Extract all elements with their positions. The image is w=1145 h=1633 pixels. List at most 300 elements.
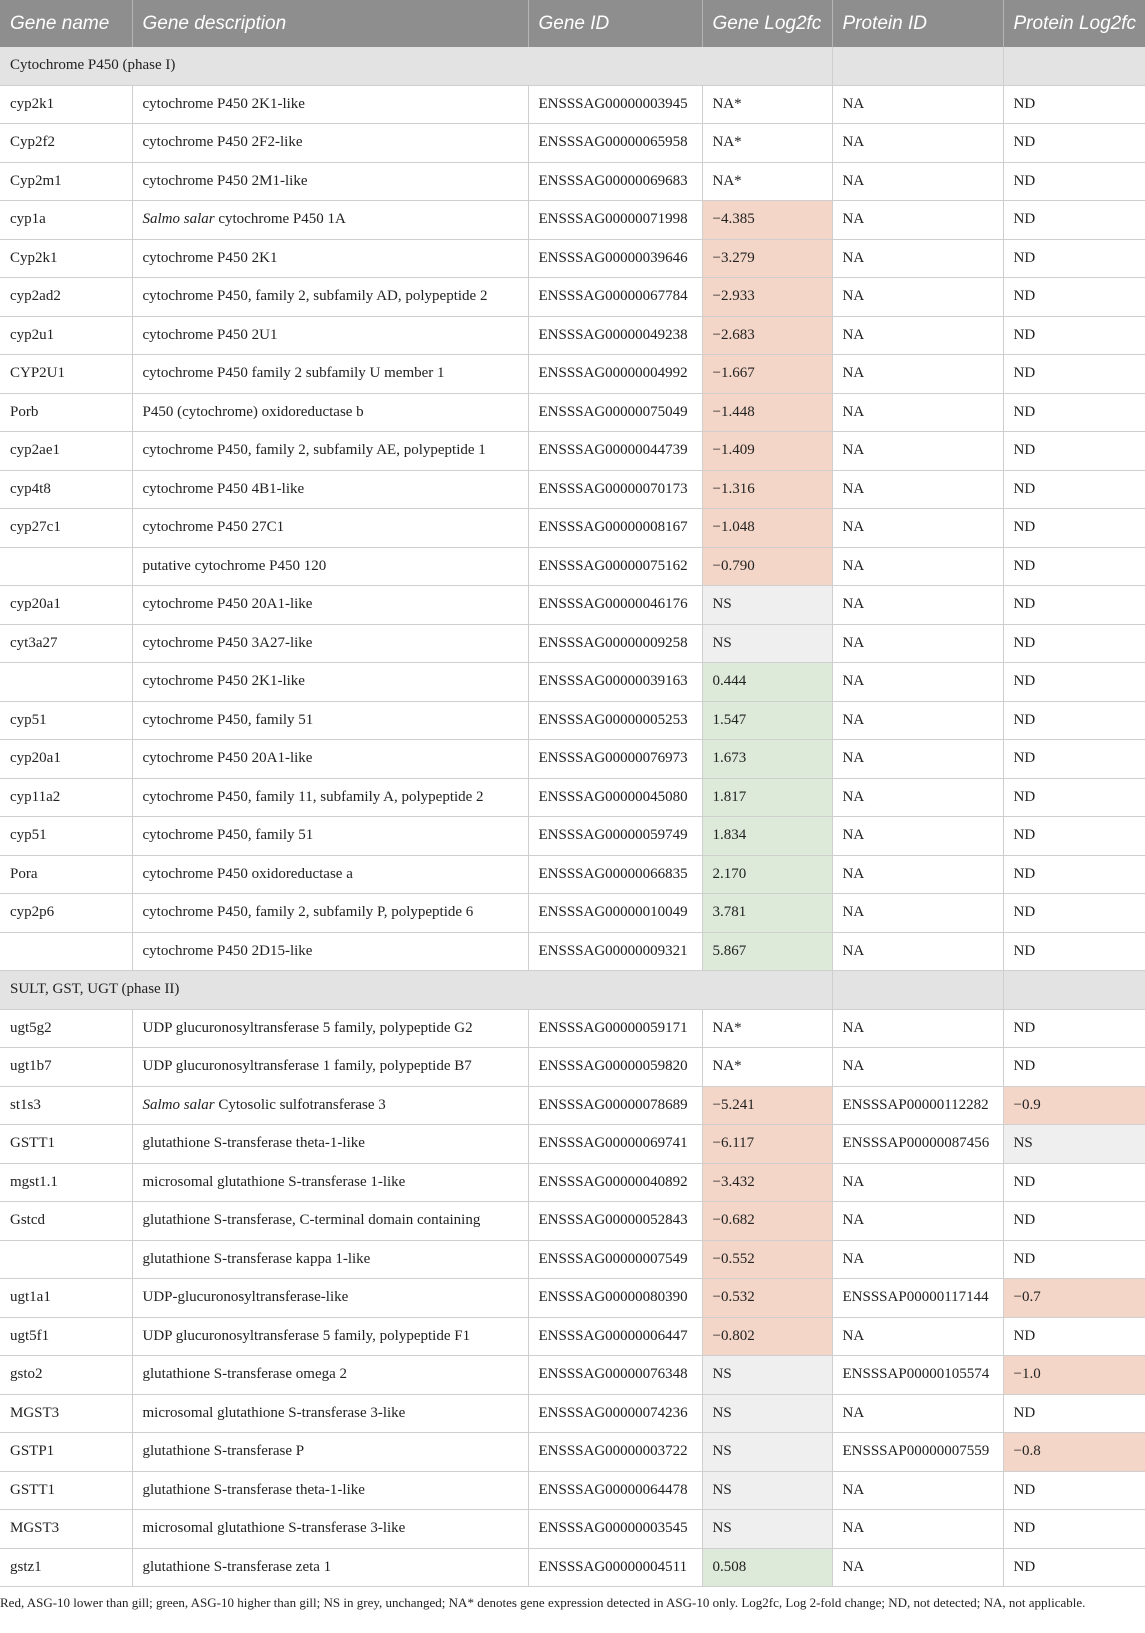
- gene-name-cell: MGST3: [0, 1510, 132, 1549]
- gene-id-cell: ENSSSAG00000009321: [528, 932, 702, 971]
- protein-log2fc-cell: ND: [1003, 1510, 1145, 1549]
- table-row: [0, 740, 1145, 779]
- gene-id-cell: ENSSSAG00000045080: [528, 778, 702, 817]
- protein-log2fc-cell: ND: [1003, 701, 1145, 740]
- protein-log2fc-cell: −0.8: [1003, 1433, 1145, 1472]
- gene-log2fc-cell: −4.385: [702, 201, 832, 240]
- gene-description-cell: [132, 547, 528, 586]
- protein-id-cell: NA: [832, 162, 1003, 201]
- table-row: [0, 778, 1145, 817]
- gene-description-text: glutathione S-transferase theta-1-like: [142, 1481, 365, 1498]
- gene-name-cell: Pora: [0, 855, 132, 894]
- gene-description-text: cytochrome P450 4B1-like: [142, 480, 305, 497]
- protein-id-cell: NA: [832, 1202, 1003, 1241]
- gene-name-cell: ugt1b7: [0, 1048, 132, 1087]
- gene-description-text: UDP glucuronosyltransferase 1 family, polypeptide B7: [142, 1058, 472, 1075]
- protein-log2fc-cell: ND: [1003, 932, 1145, 971]
- gene-id-cell: ENSSSAG00000003722: [528, 1433, 702, 1472]
- gene-log2fc-cell: −6.117: [702, 1125, 832, 1164]
- protein-id-cell: NA: [832, 778, 1003, 817]
- protein-id-cell: NA: [832, 470, 1003, 509]
- gene-description-cell: [132, 778, 528, 817]
- protein-id-cell: NA: [832, 124, 1003, 163]
- gene-description-cell: [132, 1048, 528, 1087]
- gene-log2fc-cell: 1.817: [702, 778, 832, 817]
- gene-description-text: cytochrome P450 2K1-like: [142, 673, 305, 690]
- gene-id-cell: ENSSSAG00000069741: [528, 1125, 702, 1164]
- gene-name-cell: Gstcd: [0, 1202, 132, 1241]
- protein-log2fc-cell: ND: [1003, 624, 1145, 663]
- table-row: [0, 701, 1145, 740]
- section-header-row: [0, 971, 1145, 1010]
- gene-description-cell: [132, 1356, 528, 1395]
- gene-id-cell: ENSSSAG00000076973: [528, 740, 702, 779]
- protein-log2fc-cell: ND: [1003, 547, 1145, 586]
- protein-id-cell: NA: [832, 855, 1003, 894]
- protein-log2fc-cell: NS: [1003, 1125, 1145, 1164]
- gene-name-cell: cyp2p6: [0, 894, 132, 933]
- gene-description-cell: [132, 1471, 528, 1510]
- protein-id-cell: NA: [832, 316, 1003, 355]
- gene-log2fc-cell: NA*: [702, 124, 832, 163]
- table-row: [0, 278, 1145, 317]
- protein-id-cell: NA: [832, 509, 1003, 548]
- protein-id-cell: ENSSSAP00000087456: [832, 1125, 1003, 1164]
- gene-id-cell: ENSSSAG00000069683: [528, 162, 702, 201]
- gene-log2fc-cell: −0.682: [702, 1202, 832, 1241]
- gene-description-cell: [132, 355, 528, 394]
- gene-log2fc-cell: NA*: [702, 85, 832, 124]
- gene-description-text: glutathione S-transferase theta-1-like: [142, 1135, 365, 1152]
- gene-description-cell: [132, 855, 528, 894]
- section-protein-id-blank: [832, 971, 1003, 1010]
- protein-id-cell: NA: [832, 586, 1003, 625]
- table-row: [0, 239, 1145, 278]
- gene-log2fc-cell: −2.683: [702, 316, 832, 355]
- gene-log2fc-cell: 3.781: [702, 894, 832, 933]
- protein-log2fc-cell: ND: [1003, 1048, 1145, 1087]
- table-row: [0, 393, 1145, 432]
- protein-id-cell: NA: [832, 1548, 1003, 1587]
- header-protein-log2fc: Protein Log2fc: [1003, 0, 1145, 47]
- protein-log2fc-cell: ND: [1003, 740, 1145, 779]
- protein-log2fc-cell: ND: [1003, 355, 1145, 394]
- gene-description-text: UDP glucuronosyltransferase 5 family, polypeptide G2: [142, 1019, 473, 1036]
- gene-description-text: microsomal glutathione S-transferase 3-like: [142, 1404, 406, 1421]
- gene-name-cell: Cyp2f2: [0, 124, 132, 163]
- gene-log2fc-cell: −1.667: [702, 355, 832, 394]
- section-protein-log2fc-blank: [1003, 47, 1145, 85]
- gene-name-cell: cyp51: [0, 701, 132, 740]
- gene-description-text: cytochrome P450, family 2, subfamily P, polypeptide 6: [142, 904, 474, 921]
- gene-log2fc-cell: NS: [702, 1394, 832, 1433]
- gene-description-cell: [132, 201, 528, 240]
- gene-name-cell: Cyp2k1: [0, 239, 132, 278]
- gene-description-text: glutathione S-transferase zeta 1: [142, 1558, 332, 1575]
- gene-id-cell: ENSSSAG00000075049: [528, 393, 702, 432]
- gene-description-cell: [132, 740, 528, 779]
- gene-id-cell: ENSSSAG00000040892: [528, 1163, 702, 1202]
- gene-id-cell: ENSSSAG00000008167: [528, 509, 702, 548]
- gene-id-cell: ENSSSAG00000071998: [528, 201, 702, 240]
- gene-description-text: cytochrome P450 20A1-like: [142, 596, 313, 613]
- gene-description-text: putative cytochrome P450 120: [142, 557, 327, 574]
- protein-id-cell: NA: [832, 1009, 1003, 1048]
- gene-name-cell: gstz1: [0, 1548, 132, 1587]
- gene-description-cell: [132, 1433, 528, 1472]
- gene-name-cell: cyt3a27: [0, 624, 132, 663]
- protein-id-cell: NA: [832, 932, 1003, 971]
- gene-description-cell: [132, 85, 528, 124]
- protein-log2fc-cell: ND: [1003, 85, 1145, 124]
- protein-log2fc-cell: ND: [1003, 278, 1145, 317]
- protein-id-cell: NA: [832, 1471, 1003, 1510]
- gene-log2fc-cell: NS: [702, 1510, 832, 1549]
- gene-id-cell: ENSSSAG00000067784: [528, 278, 702, 317]
- section-header-row: [0, 47, 1145, 85]
- gene-log2fc-cell: NS: [702, 1433, 832, 1472]
- gene-description-cell: [132, 509, 528, 548]
- table-row: [0, 932, 1145, 971]
- gene-description-cell: [132, 663, 528, 702]
- header-gene-description: Gene description: [132, 0, 528, 47]
- gene-description-cell: [132, 817, 528, 856]
- protein-id-cell: ENSSSAP00000007559: [832, 1433, 1003, 1472]
- gene-id-cell: ENSSSAG00000059820: [528, 1048, 702, 1087]
- gene-name-cell: st1s3: [0, 1086, 132, 1125]
- table-row: [0, 1048, 1145, 1087]
- gene-log2fc-cell: −3.432: [702, 1163, 832, 1202]
- protein-id-cell: NA: [832, 1317, 1003, 1356]
- gene-description-text: cytochrome P450 2K1-like: [142, 95, 305, 112]
- protein-log2fc-cell: ND: [1003, 778, 1145, 817]
- protein-log2fc-cell: ND: [1003, 855, 1145, 894]
- gene-name-cell: GSTT1: [0, 1125, 132, 1164]
- species-name: Salmo salar: [142, 1096, 215, 1113]
- table-row: [0, 1356, 1145, 1395]
- table-row: [0, 85, 1145, 124]
- protein-id-cell: ENSSSAP00000117144: [832, 1279, 1003, 1318]
- gene-description-cell: [132, 1394, 528, 1433]
- protein-log2fc-cell: ND: [1003, 162, 1145, 201]
- gene-id-cell: ENSSSAG00000080390: [528, 1279, 702, 1318]
- protein-log2fc-cell: ND: [1003, 1548, 1145, 1587]
- gene-name-cell: cyp2u1: [0, 316, 132, 355]
- table-row: [0, 509, 1145, 548]
- table-row: [0, 1317, 1145, 1356]
- gene-description-text: cytochrome P450 1A: [214, 211, 346, 228]
- gene-name-cell: mgst1.1: [0, 1163, 132, 1202]
- gene-id-cell: ENSSSAG00000052843: [528, 1202, 702, 1241]
- gene-description-cell: [132, 1548, 528, 1587]
- protein-id-cell: NA: [832, 1240, 1003, 1279]
- table-row: [0, 1279, 1145, 1318]
- gene-id-cell: ENSSSAG00000070173: [528, 470, 702, 509]
- gene-description-cell: [132, 316, 528, 355]
- gene-log2fc-cell: −0.532: [702, 1279, 832, 1318]
- gene-description-text: microsomal glutathione S-transferase 3-like: [142, 1520, 406, 1537]
- protein-id-cell: NA: [832, 1048, 1003, 1087]
- gene-log2fc-cell: −0.552: [702, 1240, 832, 1279]
- gene-description-cell: [132, 1163, 528, 1202]
- protein-log2fc-cell: −1.0: [1003, 1356, 1145, 1395]
- header-row: [0, 0, 1145, 47]
- protein-id-cell: NA: [832, 239, 1003, 278]
- gene-log2fc-cell: 1.547: [702, 701, 832, 740]
- protein-log2fc-cell: ND: [1003, 1394, 1145, 1433]
- gene-description-cell: [132, 393, 528, 432]
- gene-description-text: cytochrome P450 family 2 subfamily U member 1: [142, 365, 445, 382]
- gene-id-cell: ENSSSAG00000064478: [528, 1471, 702, 1510]
- gene-id-cell: ENSSSAG00000044739: [528, 432, 702, 471]
- protein-log2fc-cell: ND: [1003, 663, 1145, 702]
- gene-id-cell: ENSSSAG00000076348: [528, 1356, 702, 1395]
- gene-description-text: glutathione S-transferase P: [142, 1443, 305, 1460]
- gene-description-cell: [132, 1317, 528, 1356]
- gene-name-cell: GSTT1: [0, 1471, 132, 1510]
- gene-description-text: UDP glucuronosyltransferase 5 family, polypeptide F1: [142, 1327, 471, 1344]
- gene-description-text: glutathione S-transferase kappa 1-like: [142, 1250, 371, 1267]
- gene-id-cell: ENSSSAG00000003545: [528, 1510, 702, 1549]
- gene-description-cell: [132, 470, 528, 509]
- gene-description-cell: [132, 278, 528, 317]
- gene-description-text: cytochrome P450 2F2-like: [142, 134, 303, 151]
- gene-log2fc-cell: 0.444: [702, 663, 832, 702]
- gene-id-cell: ENSSSAG00000039163: [528, 663, 702, 702]
- gene-log2fc-cell: −3.279: [702, 239, 832, 278]
- table-row: [0, 1240, 1145, 1279]
- table-row: [0, 162, 1145, 201]
- protein-id-cell: ENSSSAP00000105574: [832, 1356, 1003, 1395]
- gene-log2fc-cell: 0.508: [702, 1548, 832, 1587]
- gene-name-cell: cyp2ae1: [0, 432, 132, 471]
- protein-log2fc-cell: ND: [1003, 1471, 1145, 1510]
- gene-description-cell: [132, 432, 528, 471]
- gene-name-cell: ugt1a1: [0, 1279, 132, 1318]
- gene-description-text: cytochrome P450, family 2, subfamily AD, polypeptide 2: [142, 288, 488, 305]
- gene-log2fc-cell: 1.834: [702, 817, 832, 856]
- gene-log2fc-cell: −2.933: [702, 278, 832, 317]
- table-row: [0, 1202, 1145, 1241]
- section-title: Cytochrome P450 (phase I): [0, 47, 832, 85]
- section-protein-id-blank: [832, 47, 1003, 85]
- gene-name-cell: MGST3: [0, 1394, 132, 1433]
- gene-log2fc-cell: −0.802: [702, 1317, 832, 1356]
- gene-description-text: cytochrome P450 2K1: [142, 249, 278, 266]
- section-protein-log2fc-blank: [1003, 971, 1145, 1010]
- gene-id-cell: ENSSSAG00000010049: [528, 894, 702, 933]
- table-row: [0, 817, 1145, 856]
- protein-id-cell: NA: [832, 393, 1003, 432]
- gene-name-cell: Cyp2m1: [0, 162, 132, 201]
- gene-name-cell: GSTP1: [0, 1433, 132, 1472]
- protein-log2fc-cell: ND: [1003, 1009, 1145, 1048]
- gene-description-text: cytochrome P450 3A27-like: [142, 634, 313, 651]
- gene-description-text: cytochrome P450 2D15-like: [142, 942, 313, 959]
- table-row: [0, 124, 1145, 163]
- table-row: [0, 1433, 1145, 1472]
- protein-id-cell: NA: [832, 278, 1003, 317]
- gene-id-cell: ENSSSAG00000049238: [528, 316, 702, 355]
- gene-description-text: cytochrome P450 2M1-like: [142, 172, 308, 189]
- gene-log2fc-cell: −1.316: [702, 470, 832, 509]
- protein-id-cell: NA: [832, 201, 1003, 240]
- protein-id-cell: NA: [832, 701, 1003, 740]
- gene-name-cell: [0, 663, 132, 702]
- gene-id-cell: ENSSSAG00000059171: [528, 1009, 702, 1048]
- table-row: [0, 586, 1145, 625]
- protein-log2fc-cell: −0.7: [1003, 1279, 1145, 1318]
- gene-description-text: glutathione S-transferase, C-terminal domain containing: [142, 1212, 481, 1229]
- gene-description-text: cytochrome P450 oxidoreductase a: [142, 865, 353, 882]
- gene-name-cell: gsto2: [0, 1356, 132, 1395]
- table-row: [0, 432, 1145, 471]
- gene-log2fc-cell: NS: [702, 586, 832, 625]
- gene-description-text: glutathione S-transferase omega 2: [142, 1366, 348, 1383]
- gene-description-cell: [132, 239, 528, 278]
- gene-name-cell: cyp2ad2: [0, 278, 132, 317]
- gene-id-cell: ENSSSAG00000007549: [528, 1240, 702, 1279]
- table-row: [0, 1510, 1145, 1549]
- protein-log2fc-cell: ND: [1003, 432, 1145, 471]
- gene-log2fc-cell: NS: [702, 1471, 832, 1510]
- table-row: [0, 1394, 1145, 1433]
- gene-log2fc-cell: −5.241: [702, 1086, 832, 1125]
- gene-description-text: microsomal glutathione S-transferase 1-like: [142, 1173, 406, 1190]
- gene-description-cell: [132, 1510, 528, 1549]
- table-row: [0, 624, 1145, 663]
- header-gene-log2fc: Gene Log2fc: [702, 0, 832, 47]
- gene-name-cell: ugt5f1: [0, 1317, 132, 1356]
- gene-name-cell: cyp4t8: [0, 470, 132, 509]
- table-row: [0, 894, 1145, 933]
- gene-id-cell: ENSSSAG00000075162: [528, 547, 702, 586]
- table-row: [0, 855, 1145, 894]
- gene-description-text: cytochrome P450, family 51: [142, 827, 314, 844]
- gene-description-text: P450 (cytochrome) oxidoreductase b: [142, 403, 364, 420]
- gene-log2fc-cell: 1.673: [702, 740, 832, 779]
- protein-log2fc-cell: ND: [1003, 1317, 1145, 1356]
- gene-description-cell: [132, 1202, 528, 1241]
- protein-id-cell: NA: [832, 894, 1003, 933]
- gene-name-cell: [0, 547, 132, 586]
- gene-log2fc-cell: NA*: [702, 1009, 832, 1048]
- gene-name-cell: cyp20a1: [0, 740, 132, 779]
- protein-log2fc-cell: ND: [1003, 586, 1145, 625]
- gene-id-cell: ENSSSAG00000003945: [528, 85, 702, 124]
- gene-id-cell: ENSSSAG00000006447: [528, 1317, 702, 1356]
- gene-description-text: cytochrome P450 2U1: [142, 326, 278, 343]
- gene-id-cell: ENSSSAG00000039646: [528, 239, 702, 278]
- table-footnote: Red, ASG-10 lower than gill; green, ASG-10 higher than gill; NS in grey, unchanged; NA* denotes gene expression detected in ASG-10 only. Log2fc, Log 2-fold change; ND, not detected; NA, not applicable.: [0, 1595, 1086, 1610]
- protein-log2fc-cell: ND: [1003, 470, 1145, 509]
- protein-log2fc-cell: ND: [1003, 201, 1145, 240]
- gene-name-cell: cyp51: [0, 817, 132, 856]
- table-row: [0, 1125, 1145, 1164]
- header-gene-id: Gene ID: [528, 0, 702, 47]
- gene-name-cell: ugt5g2: [0, 1009, 132, 1048]
- gene-description-cell: [132, 1009, 528, 1048]
- gene-name-cell: cyp20a1: [0, 586, 132, 625]
- gene-id-cell: ENSSSAG00000074236: [528, 1394, 702, 1433]
- table-row: [0, 470, 1145, 509]
- protein-log2fc-cell: ND: [1003, 1202, 1145, 1241]
- gene-log2fc-cell: −0.790: [702, 547, 832, 586]
- gene-name-cell: cyp27c1: [0, 509, 132, 548]
- table-row: [0, 316, 1145, 355]
- gene-log2fc-cell: NS: [702, 624, 832, 663]
- gene-description-cell: [132, 932, 528, 971]
- gene-log2fc-cell: NS: [702, 1356, 832, 1395]
- protein-id-cell: NA: [832, 817, 1003, 856]
- protein-log2fc-cell: ND: [1003, 817, 1145, 856]
- table-row: [0, 355, 1145, 394]
- gene-log2fc-cell: −1.448: [702, 393, 832, 432]
- gene-description-cell: [132, 1125, 528, 1164]
- gene-name-cell: cyp11a2: [0, 778, 132, 817]
- protein-id-cell: NA: [832, 1163, 1003, 1202]
- gene-description-text: cytochrome P450, family 51: [142, 711, 314, 728]
- table-row: [0, 663, 1145, 702]
- gene-description-cell: [132, 701, 528, 740]
- gene-description-text: cytochrome P450 27C1: [142, 519, 285, 536]
- protein-id-cell: NA: [832, 355, 1003, 394]
- table-row: [0, 201, 1145, 240]
- table-row: [0, 1471, 1145, 1510]
- protein-id-cell: NA: [832, 85, 1003, 124]
- protein-log2fc-cell: −0.9: [1003, 1086, 1145, 1125]
- table-row: [0, 547, 1145, 586]
- protein-log2fc-cell: ND: [1003, 1163, 1145, 1202]
- species-name: Salmo salar: [142, 211, 215, 228]
- gene-name-cell: [0, 932, 132, 971]
- header-protein-id: Protein ID: [832, 0, 1003, 47]
- gene-id-cell: ENSSSAG00000009258: [528, 624, 702, 663]
- protein-log2fc-cell: ND: [1003, 1240, 1145, 1279]
- gene-name-cell: CYP2U1: [0, 355, 132, 394]
- protein-id-cell: NA: [832, 663, 1003, 702]
- protein-log2fc-cell: ND: [1003, 239, 1145, 278]
- protein-log2fc-cell: ND: [1003, 393, 1145, 432]
- gene-log2fc-cell: −1.409: [702, 432, 832, 471]
- gene-description-cell: [132, 894, 528, 933]
- gene-description-text: Cytosolic sulfotransferase 3: [214, 1096, 386, 1113]
- gene-name-cell: cyp1a: [0, 201, 132, 240]
- gene-description-text: cytochrome P450, family 11, subfamily A, polypeptide 2: [142, 788, 484, 805]
- gene-description-text: cytochrome P450, family 2, subfamily AE, polypeptide 1: [142, 442, 486, 459]
- protein-log2fc-cell: ND: [1003, 316, 1145, 355]
- protein-id-cell: NA: [832, 432, 1003, 471]
- gene-description-text: UDP-glucuronosyltransferase-like: [142, 1289, 349, 1306]
- gene-id-cell: ENSSSAG00000065958: [528, 124, 702, 163]
- gene-id-cell: ENSSSAG00000004992: [528, 355, 702, 394]
- table-row: [0, 1163, 1145, 1202]
- protein-id-cell: NA: [832, 547, 1003, 586]
- table-row: [0, 1009, 1145, 1048]
- gene-description-cell: [132, 1240, 528, 1279]
- gene-description-cell: [132, 124, 528, 163]
- gene-description-cell: [132, 1279, 528, 1318]
- protein-log2fc-cell: ND: [1003, 894, 1145, 933]
- gene-name-cell: Porb: [0, 393, 132, 432]
- gene-description-cell: [132, 162, 528, 201]
- gene-log2fc-cell: NA*: [702, 1048, 832, 1087]
- gene-log2fc-cell: NA*: [702, 162, 832, 201]
- protein-id-cell: ENSSSAP00000112282: [832, 1086, 1003, 1125]
- gene-log2fc-cell: 2.170: [702, 855, 832, 894]
- gene-id-cell: ENSSSAG00000005253: [528, 701, 702, 740]
- gene-id-cell: ENSSSAG00000046176: [528, 586, 702, 625]
